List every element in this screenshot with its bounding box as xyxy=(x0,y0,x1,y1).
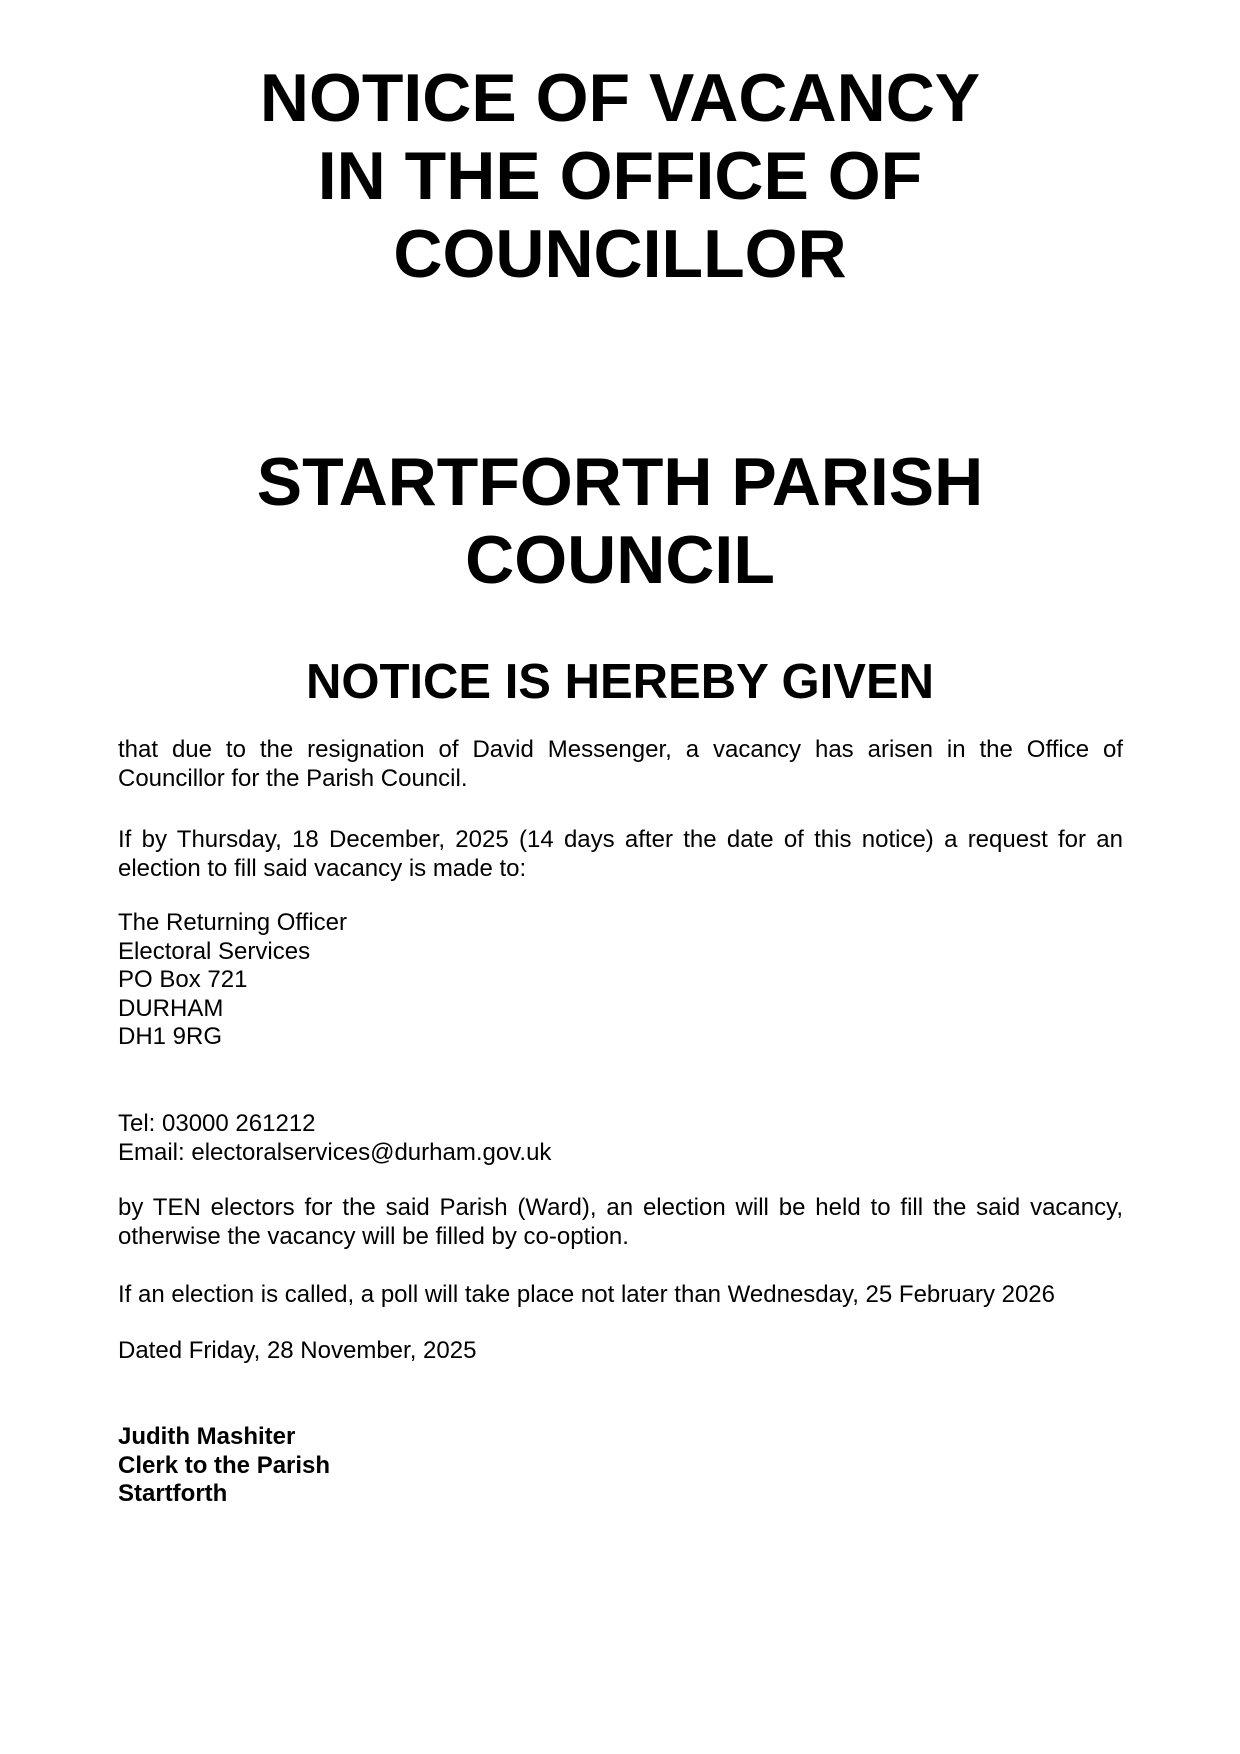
returning-officer-address xyxy=(118,909,1123,1052)
electors-paragraph: by TEN electors for the said Parish (Ward), an election will be held to fill the said vacancy, otherwise the vacancy will be filled by co-option. xyxy=(118,1194,1123,1250)
address-line: Electoral Services xyxy=(118,937,311,965)
address-line: PO Box 721 xyxy=(118,966,248,993)
council-name xyxy=(0,443,1240,599)
telephone-line: Tel: 03000 261212 xyxy=(118,1110,316,1137)
poll-paragraph: If an election is called, a poll will take place not later than Wednesday, 25 February 2026 xyxy=(118,1281,1055,1308)
email-line: Email: electoralservices@durham.gov.uk xyxy=(118,1138,552,1166)
address-line: The Returning Officer xyxy=(118,909,347,936)
notice-hereby-given-heading: NOTICE IS HEREBY GIVEN xyxy=(305,655,935,709)
request-paragraph: If by Thursday, 18 December, 2025 (14 days after the date of this notice) a request for an election to fill said vacancy is made to: xyxy=(118,826,1123,882)
notice-title-line: NOTICE OF VACANCY xyxy=(259,60,981,136)
signatory-location: Startforth xyxy=(118,1480,228,1507)
notice-title-line: COUNCILLOR xyxy=(393,216,847,292)
signature-block xyxy=(118,1423,1123,1509)
council-name-line: STARTFORTH PARISH xyxy=(256,444,984,520)
address-line: DURHAM xyxy=(118,994,224,1022)
dated-line: Dated Friday, 28 November, 2025 xyxy=(118,1337,477,1364)
address-line: DH1 9RG xyxy=(118,1023,223,1050)
signatory-role: Clerk to the Parish xyxy=(118,1451,331,1479)
signatory-name: Judith Mashiter xyxy=(118,1423,296,1450)
notice-title-line: IN THE OFFICE OF xyxy=(317,138,923,214)
notice-title xyxy=(0,59,1240,293)
contact-details xyxy=(118,1110,1123,1167)
resignation-paragraph: that due to the resignation of David Messenger, a vacancy has arisen in the Office of Councillor for the Parish Council. xyxy=(118,736,1123,792)
council-name-line: COUNCIL xyxy=(465,522,775,598)
